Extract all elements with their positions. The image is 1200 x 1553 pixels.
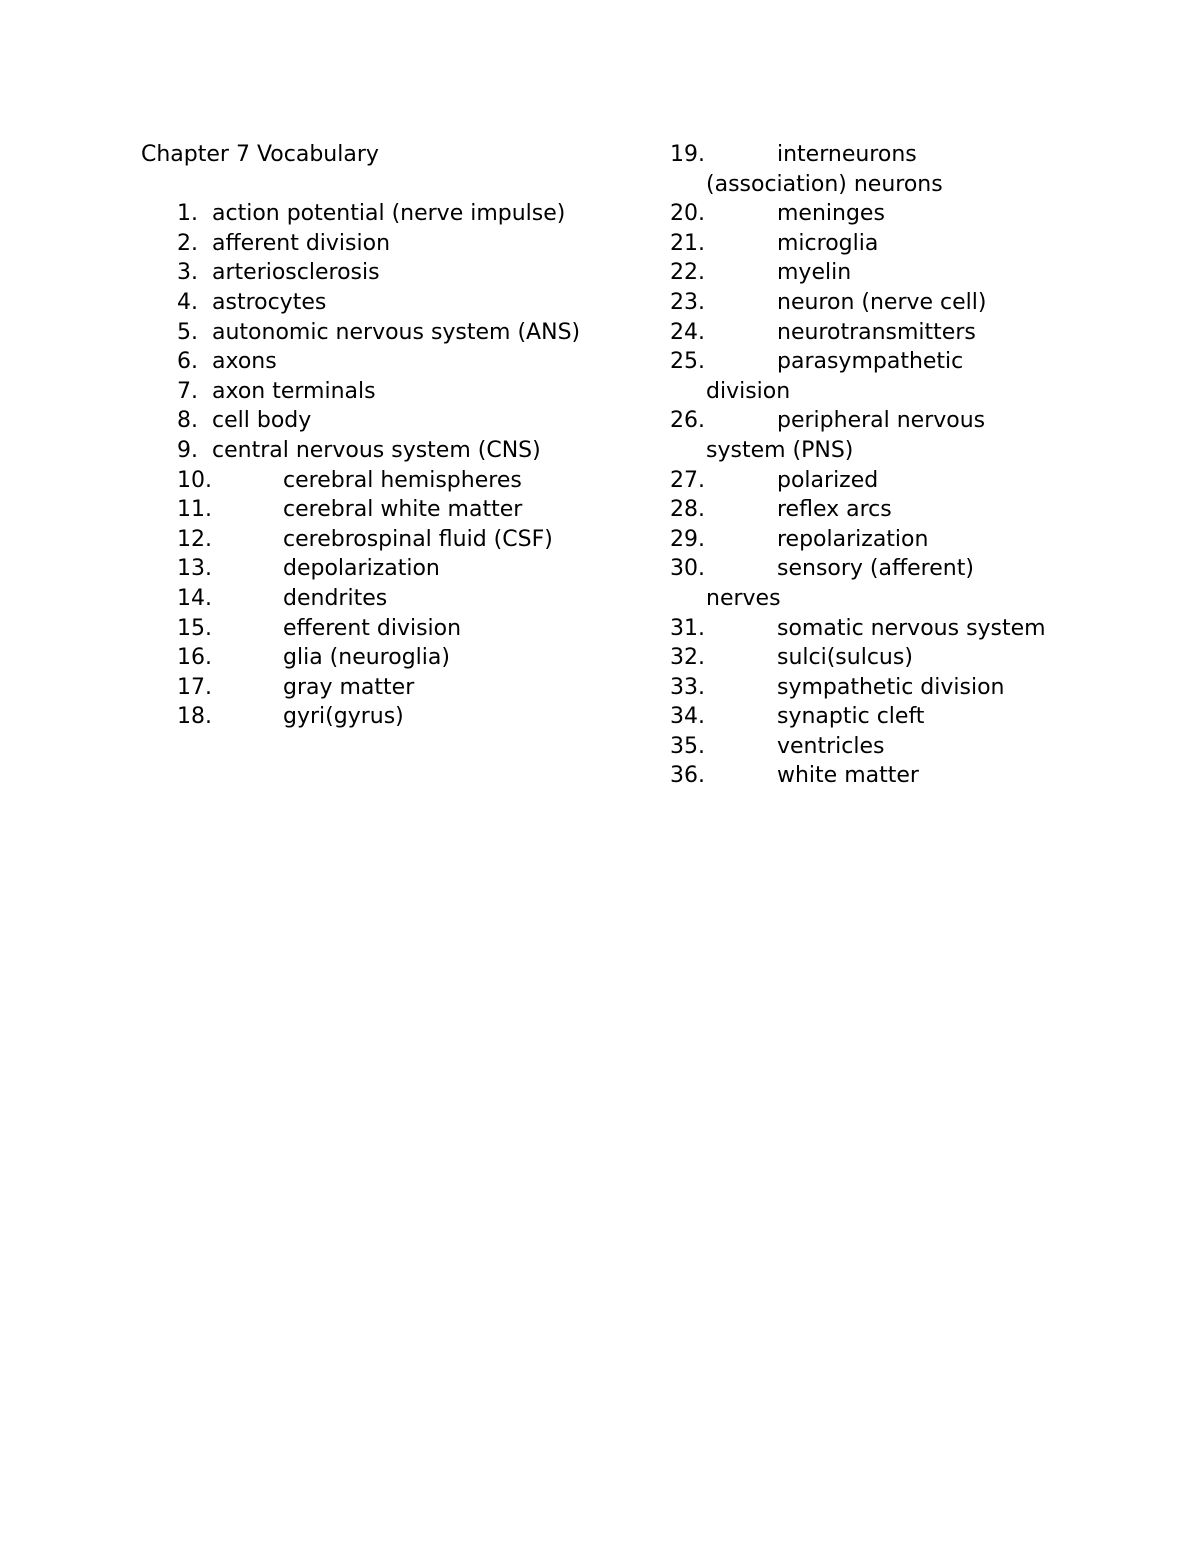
list-item bbox=[141, 199, 581, 229]
item-number: 5. bbox=[177, 319, 198, 345]
item-number: 26. bbox=[670, 408, 705, 434]
list-item bbox=[670, 140, 1050, 199]
right-column bbox=[670, 140, 1050, 791]
item-term: interneurons (association) neurons bbox=[706, 142, 943, 197]
item-number: 8. bbox=[177, 408, 198, 434]
item-number: 35. bbox=[670, 733, 705, 759]
item-term: autonomic nervous system (ANS) bbox=[212, 319, 581, 345]
item-term: peripheral nervous system (PNS) bbox=[706, 408, 986, 463]
list-item bbox=[141, 377, 581, 407]
item-term: neuron (nerve cell) bbox=[777, 289, 987, 315]
item-term: polarized bbox=[777, 467, 879, 493]
item-number: 14. bbox=[177, 585, 212, 611]
item-term: microglia bbox=[777, 230, 879, 256]
list-item bbox=[141, 495, 581, 525]
item-number: 23. bbox=[670, 289, 705, 315]
item-term: white matter bbox=[777, 763, 919, 789]
item-term: repolarization bbox=[777, 526, 929, 552]
item-number: 21. bbox=[670, 230, 705, 256]
vocabulary-list-left bbox=[141, 199, 581, 732]
list-item bbox=[141, 229, 581, 259]
item-term: synaptic cleft bbox=[777, 704, 925, 730]
item-term: axon terminals bbox=[212, 378, 376, 404]
item-number: 2. bbox=[177, 230, 198, 256]
vocabulary-list-right bbox=[670, 140, 1050, 791]
list-item bbox=[670, 761, 1050, 791]
item-number: 4. bbox=[177, 289, 198, 315]
list-item bbox=[670, 229, 1050, 259]
list-item bbox=[670, 199, 1050, 229]
item-number: 15. bbox=[177, 615, 212, 641]
item-number: 10. bbox=[177, 467, 212, 493]
list-item bbox=[141, 584, 581, 614]
item-number: 22. bbox=[670, 260, 705, 286]
list-item bbox=[670, 495, 1050, 525]
item-term: cell body bbox=[212, 408, 312, 434]
list-item bbox=[141, 466, 581, 496]
item-number: 33. bbox=[670, 674, 705, 700]
item-term: arteriosclerosis bbox=[212, 260, 380, 286]
item-term: afferent division bbox=[212, 230, 391, 256]
item-number: 20. bbox=[670, 201, 705, 227]
list-item bbox=[141, 258, 581, 288]
item-number: 24. bbox=[670, 319, 705, 345]
item-number: 27. bbox=[670, 467, 705, 493]
item-term: gyri(gyrus) bbox=[283, 704, 404, 730]
item-number: 1. bbox=[177, 201, 198, 227]
list-item bbox=[141, 288, 581, 318]
list-item bbox=[670, 673, 1050, 703]
list-item bbox=[141, 643, 581, 673]
list-item bbox=[670, 643, 1050, 673]
item-number: 36. bbox=[670, 763, 705, 789]
list-item bbox=[141, 347, 581, 377]
item-term: sympathetic division bbox=[777, 674, 1005, 700]
list-item bbox=[670, 732, 1050, 762]
list-item bbox=[670, 347, 1050, 406]
item-number: 6. bbox=[177, 349, 198, 375]
item-number: 34. bbox=[670, 704, 705, 730]
list-item bbox=[670, 466, 1050, 496]
item-term: sensory (afferent) nerves bbox=[706, 556, 974, 611]
list-item bbox=[141, 614, 581, 644]
list-item bbox=[141, 406, 581, 436]
item-number: 31. bbox=[670, 615, 705, 641]
list-item bbox=[670, 288, 1050, 318]
item-term: reflex arcs bbox=[777, 497, 892, 523]
list-item bbox=[141, 525, 581, 555]
item-term: neurotransmitters bbox=[777, 319, 976, 345]
item-number: 7. bbox=[177, 378, 198, 404]
item-term: parasympathetic division bbox=[706, 349, 964, 404]
list-item bbox=[670, 318, 1050, 348]
document-title: Chapter 7 Vocabulary bbox=[141, 142, 379, 167]
item-number: 29. bbox=[670, 526, 705, 552]
item-term: dendrites bbox=[283, 585, 388, 611]
list-item bbox=[670, 406, 1050, 465]
item-number: 19. bbox=[670, 142, 705, 167]
item-number: 30. bbox=[670, 556, 705, 582]
list-item bbox=[670, 525, 1050, 555]
list-item bbox=[141, 673, 581, 703]
item-number: 18. bbox=[177, 704, 212, 730]
list-item bbox=[670, 554, 1050, 613]
item-term: depolarization bbox=[283, 556, 440, 582]
item-term: somatic nervous system bbox=[777, 615, 1046, 641]
item-term: ventricles bbox=[777, 733, 885, 759]
list-item bbox=[141, 554, 581, 584]
item-number: 17. bbox=[177, 674, 212, 700]
item-term: central nervous system (CNS) bbox=[212, 437, 541, 463]
item-term: cerebral hemispheres bbox=[283, 467, 522, 493]
item-term: gray matter bbox=[283, 674, 415, 700]
item-number: 3. bbox=[177, 260, 198, 286]
item-term: astrocytes bbox=[212, 289, 327, 315]
item-term: cerebrospinal fluid (CSF) bbox=[283, 526, 553, 552]
item-number: 9. bbox=[177, 437, 198, 463]
list-item bbox=[670, 258, 1050, 288]
list-item bbox=[670, 614, 1050, 644]
item-term: axons bbox=[212, 349, 277, 375]
item-term: efferent division bbox=[283, 615, 462, 641]
item-term: sulci(sulcus) bbox=[777, 645, 913, 671]
title-spacer bbox=[141, 170, 581, 200]
item-term: cerebral white matter bbox=[283, 497, 523, 523]
item-number: 25. bbox=[670, 349, 705, 375]
item-number: 32. bbox=[670, 645, 705, 671]
left-column bbox=[141, 140, 581, 732]
list-item bbox=[141, 436, 581, 466]
list-item bbox=[141, 318, 581, 348]
item-number: 11. bbox=[177, 497, 212, 523]
item-term: myelin bbox=[777, 260, 852, 286]
item-term: action potential (nerve impulse) bbox=[212, 201, 566, 227]
item-term: glia (neuroglia) bbox=[283, 645, 450, 671]
item-number: 16. bbox=[177, 645, 212, 671]
item-number: 13. bbox=[177, 556, 212, 582]
item-number: 12. bbox=[177, 526, 212, 552]
list-item bbox=[670, 702, 1050, 732]
item-number: 28. bbox=[670, 497, 705, 523]
list-item bbox=[141, 702, 581, 732]
item-term: meninges bbox=[777, 201, 885, 227]
